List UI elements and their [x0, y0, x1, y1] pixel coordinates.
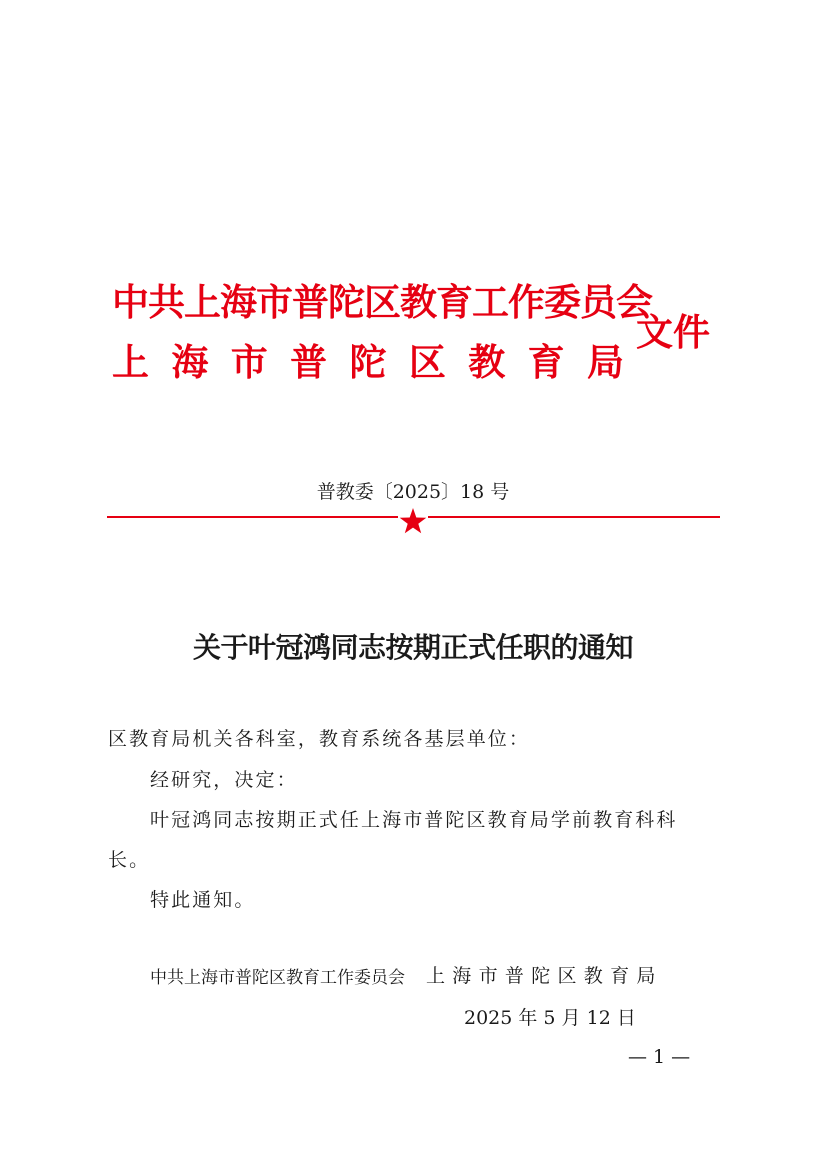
body-paragraph: 特此通知。 [150, 889, 256, 911]
signature-education-bureau: 上海市普陀区教育局 [426, 965, 663, 987]
issuer-char: 市 [230, 340, 268, 384]
issuer-char: 局 [587, 340, 624, 384]
issuer-char: 普 [290, 340, 328, 384]
header-divider-left [107, 516, 398, 518]
document-number: 普教委〔2025〕18 号 [316, 481, 510, 503]
document-title: 关于叶冠鸿同志按期正式任职的通知 [192, 631, 633, 664]
page-number: — 1 — [628, 1046, 691, 1068]
issuer-char: 陀 [349, 340, 387, 384]
body-paragraph: 经研究，决定： [150, 769, 298, 791]
issuer-char: 上 [112, 340, 149, 384]
signature-date: 2025 年 5 月 12 日 [464, 1007, 636, 1029]
issuer-char: 教 [468, 340, 506, 384]
issuer-char: 区 [408, 340, 446, 384]
body-paragraph: 叶冠鸿同志按期正式任上海市普陀区教育局学前教育科科 [150, 809, 678, 831]
issuer-line-party-committee: 中共上海市普陀区教育工作委员会 [112, 280, 652, 324]
red-star-icon [398, 506, 428, 536]
document-type-label: 文件 [636, 310, 710, 354]
salutation: 区教育局机关各科室，教育系统各基层单位： [108, 728, 531, 750]
body-paragraph-continuation: 长。 [108, 849, 151, 871]
issuer-char: 育 [527, 340, 565, 384]
signature-party-committee: 中共上海市普陀区教育工作委员会 [150, 968, 405, 988]
issuer-char: 海 [171, 340, 209, 384]
header-divider-right [428, 516, 720, 518]
issuer-line-education-bureau [112, 332, 624, 386]
